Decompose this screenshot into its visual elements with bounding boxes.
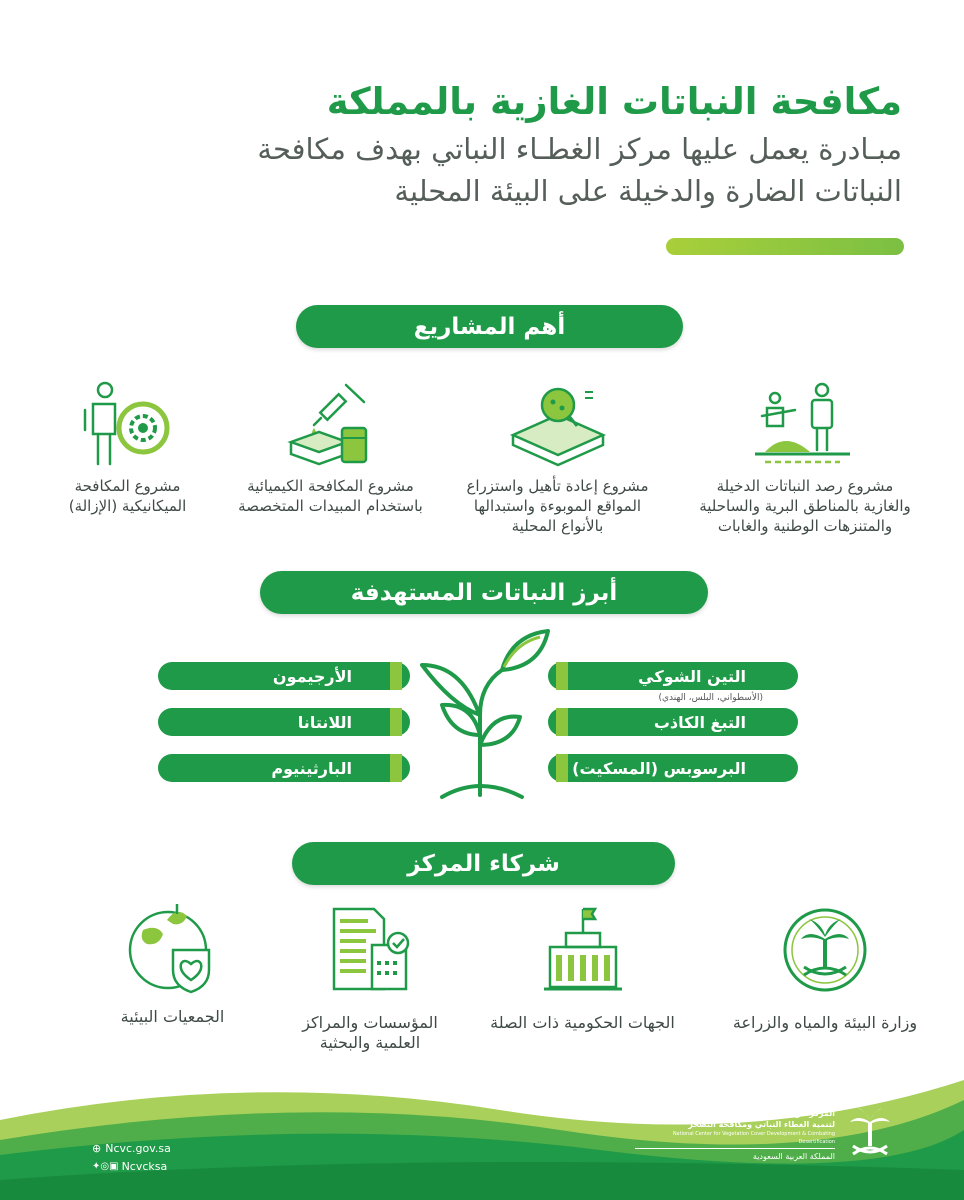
tag-stripe (390, 708, 402, 736)
project-line: والغازية بالمناطق البرية والساحلية (699, 497, 911, 515)
logo-line: لتنمية الغطاء النباتي ومكافحة التصحر (688, 1120, 835, 1129)
project-line: مشروع المكافحة الكيميائية (247, 477, 414, 495)
social-link[interactable] (92, 1160, 232, 1173)
plant-name: التبغ الكاذب (653, 712, 746, 732)
plant-name: اللانتانا (297, 712, 352, 732)
social-icons: ✦◎▣ (92, 1161, 119, 1172)
tag-stripe (390, 662, 402, 690)
globe-icon: ⊕ (92, 1142, 102, 1155)
partner-line: الجمعيات البيئية (120, 1007, 225, 1026)
project-item (680, 380, 930, 536)
plant-name: البارثينيوم (271, 758, 352, 778)
ncvc-logo (635, 1108, 895, 1162)
plant-tag (158, 754, 410, 782)
plants-heading: أبرز النباتات المستهدفة (260, 571, 708, 614)
project-line: مشروع المكافحة (74, 477, 181, 495)
website-link[interactable] (92, 1142, 232, 1155)
title-underline-bar (666, 238, 904, 255)
project-line: المواقع الموبوءة واستبدالها (473, 497, 642, 515)
project-line: والمتنزهات الوطنية والغابات (717, 517, 893, 535)
palm-swords-emblem-icon (780, 905, 870, 995)
social-handle: Ncvcksa (121, 1160, 168, 1173)
project-item (30, 380, 225, 516)
logo-english: National Center for Vegetation Cover Development & Combating Desertification (672, 1131, 835, 1145)
project-line: الميكانيكية (الإزالة) (68, 497, 187, 515)
project-line: بالأنواع المحلية (511, 517, 604, 535)
partners-heading: شركاء المركز (292, 842, 675, 885)
tag-stripe (556, 754, 568, 782)
plant-tag (158, 662, 410, 690)
partner-line: وزارة البيئة والمياه والزراعة (732, 1013, 918, 1032)
partner-item (270, 905, 470, 1053)
website-text: Ncvc.gov.sa (105, 1142, 171, 1155)
logo-line: المركز الوطني (776, 1109, 835, 1118)
partner-line: العلمية والبحثية (319, 1033, 421, 1052)
plant-name: التين الشوكي (638, 666, 746, 686)
government-building-icon (538, 905, 628, 995)
project-item (450, 380, 665, 536)
plant-tag (548, 662, 798, 690)
page-title: مكافحة النباتات الغازية بالمملكة (326, 80, 902, 123)
saudi-emblem-icon (845, 1108, 895, 1162)
plant-name: البرسوبس (المسكيت) (572, 758, 746, 778)
logo-country: المملكة العربية السعودية (635, 1148, 835, 1162)
project-line: باستخدام المبيدات المتخصصة (238, 497, 423, 515)
project-line: مشروع إعادة تأهيل واستزراع (466, 477, 649, 495)
subtitle-line: النباتات الضارة والدخيلة على البيئة المحلية (394, 174, 902, 208)
tag-stripe (556, 662, 568, 690)
plant-tag (548, 754, 798, 782)
partner-item (70, 900, 275, 1027)
project-item (218, 380, 443, 516)
partner-line: المؤسسات والمراكز (302, 1013, 438, 1032)
page-subtitle (42, 128, 902, 212)
farmers-icon (750, 380, 860, 470)
earth-heart-icon (123, 900, 223, 995)
footer-contact (92, 1142, 232, 1173)
research-document-icon (320, 905, 420, 995)
project-line: مشروع رصد النباتات الدخيلة (716, 477, 894, 495)
soil-sample-icon (503, 380, 613, 470)
plant-tag (158, 708, 410, 736)
partner-item (470, 905, 695, 1033)
tag-stripe (556, 708, 568, 736)
subtitle-line: مبـادرة يعمل عليها مركز الغطـاء النباتي بهدف مكافحة (257, 132, 902, 166)
partner-line: الجهات الحكومية ذات الصلة (490, 1013, 675, 1032)
plant-note: (الأسطواني، البلس، الهندي) (658, 693, 763, 703)
plant-name: الأرجيمون (272, 666, 352, 686)
chemical-dropper-icon (276, 380, 386, 470)
tag-stripe (390, 754, 402, 782)
plant-sprout-icon (412, 625, 552, 805)
projects-heading: أهم المشاريع (296, 305, 683, 348)
mechanical-gear-icon (73, 380, 183, 470)
plant-tag (548, 708, 798, 736)
partner-item (705, 905, 945, 1033)
